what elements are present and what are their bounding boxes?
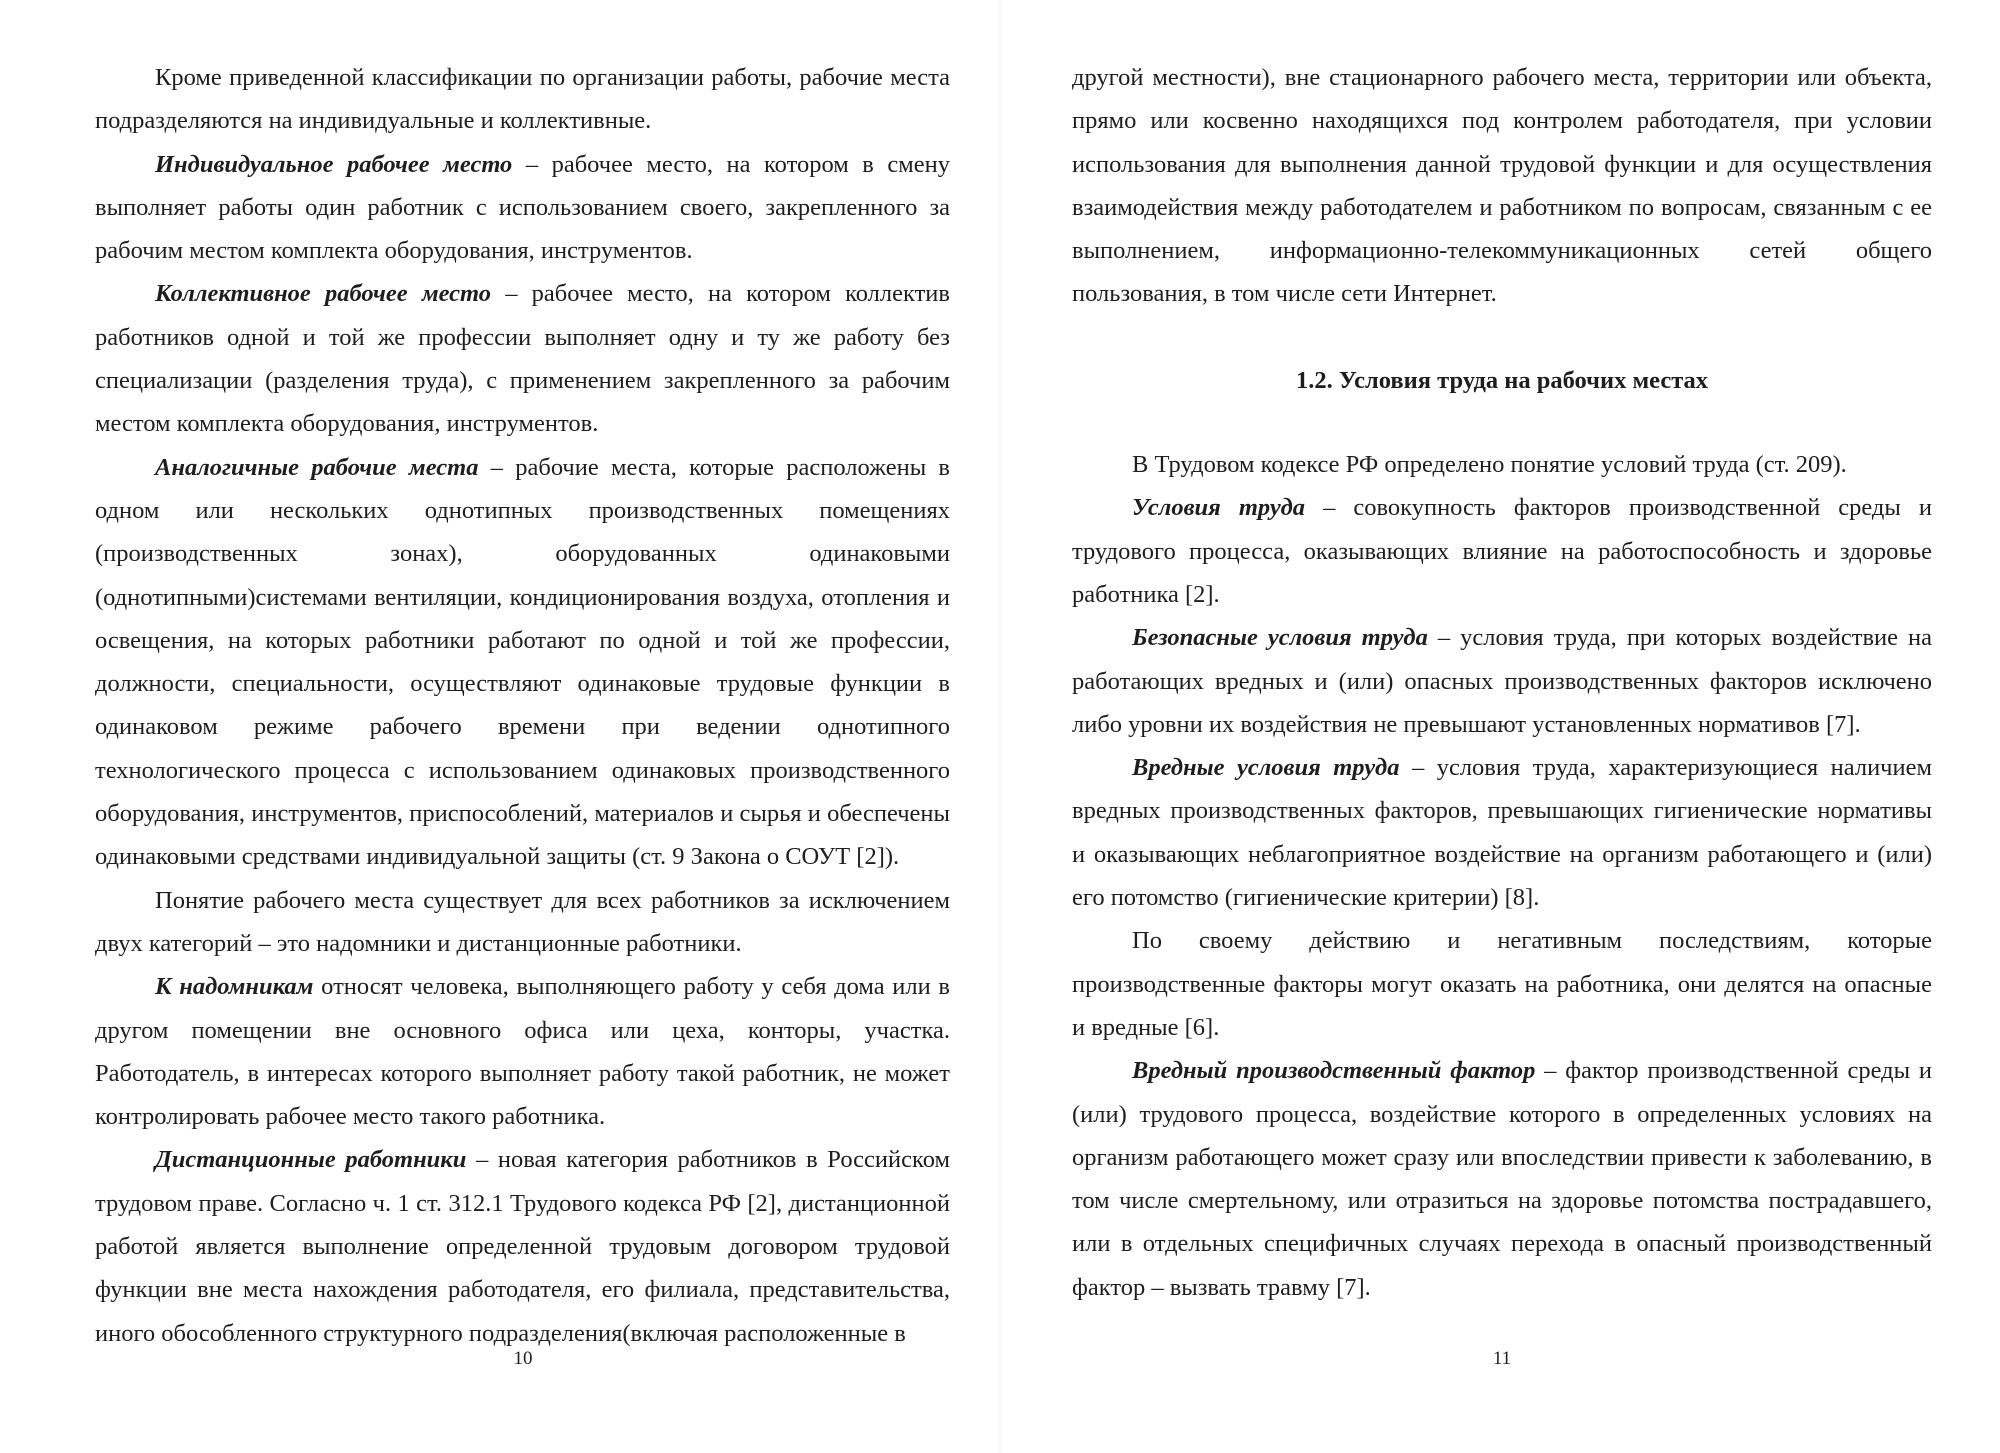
- paragraph-text: – рабочее место, на котором в смену выполняет работы один работник с использованием своего, закрепленного за рабочим местом комплекта оборудования, инструментов.: [95, 150, 950, 265]
- paragraph-factor-types: [1072, 919, 1932, 1049]
- paragraph-text: – фактор производственной среды и (или) трудового процесса, воздействие которого в определенных условиях на организм работающего может сразу или впоследствии привести к заболеванию, в том числе смертельному, или отразиться на здоровье потомства пострадавшего, или в отдельных специфичных случаях перехода в опасный производственный фактор – вызвать травму [7].: [1072, 1057, 1933, 1301]
- paragraph-text: другой местности), вне стационарного рабочего места, территории или объекта, прямо или косвенно находящихся под контролем работодателя, при условии использования для выполнения данной трудовой функции и для осуществления взаимодействия между работодателем и работником по вопросам, связанным с ее выполнением, информационно-телекоммуникационных сетей общего пользования, в том числе сети Интернет.: [1072, 64, 1932, 308]
- paragraph-text: Кроме приведенной классификации по организации работы, рабочие места подразделяются на индивидуальные и коллективные.: [95, 64, 950, 135]
- paragraph-text: – условия труда, при которых воздействие на работающих вредных и (или) опасных производственных факторов исключено либо уровни их воздействия не превышают установленных нормативов [7].: [1072, 624, 1932, 738]
- paragraph-text: относят человека, выполняющего работу у себя дома или в другом помещении вне основного офиса или цеха, конторы, участка. Работодатель, в интересах которого выполняет работу такой работник, не может контролировать рабочее место такого работника.: [95, 973, 950, 1131]
- right-page-text: [1072, 56, 1932, 1309]
- term-harmful-factor: Вредный производственный фактор: [1132, 1057, 1536, 1085]
- section-heading: 1.2. Условия труда на рабочих местах: [1295, 366, 1709, 394]
- paragraph-text: Понятие рабочего места существует для всех работников за исключением двух категорий – это надомники и дистанционные работники.: [95, 886, 950, 957]
- term-analogous-workplaces: Аналогичные рабочие места: [155, 453, 479, 481]
- paragraph-text: – условия труда, характеризующиеся наличием вредных производственных факторов, превышающих гигиенические нормативы и оказывающих неблагоприятное воздействие на организм работающего и (или) его потомство (гигиенические критерии) [8].: [1072, 754, 1932, 912]
- paragraph-safe-conditions: [1072, 616, 1932, 746]
- paragraph-analogous-workplaces: [95, 446, 950, 879]
- page-number-left: 10: [513, 1348, 533, 1369]
- paragraph-home-workers: [95, 965, 950, 1138]
- term-individual-workplace: Индивидуальное рабочее место: [155, 150, 513, 178]
- term-harmful-conditions: Вредные условия труда: [1132, 754, 1400, 782]
- paragraph-text: – рабочие места, которые расположены в одном или нескольких однотипных производственных помещениях (производственных зонах), оборудованных одинаковыми (однотипными)системами вентиляции, кондиционирования воздуха, отопления и освещения, на которых работники работают по одной и той же профессии, должности, специальности, осуществляют одинаковые трудовые функции в одинаковом режиме рабочего времени при ведении однотипного технологического процесса с использованием одинаковых производственного оборудования, инструментов, приспособлений, материалов и сырья и обеспечены одинаковыми средствами индивидуальной защиты (ст. 9 Закона о СОУТ [2]).: [95, 453, 950, 871]
- paragraph-text: В Трудовом кодексе РФ определено понятие условий труда (ст. 209).: [1132, 451, 1847, 479]
- term-home-workers: К надомникам: [155, 973, 314, 1001]
- paragraph-remote-workers: [95, 1138, 950, 1354]
- paragraph-harmful-factor: [1072, 1049, 1932, 1309]
- paragraph-collective-workplace: [95, 272, 950, 445]
- paragraph-text: – рабочее место, на котором коллектив работников одной и той же профессии выполняет одну и ту же работу без специализации (разделения труда), с применением закрепленного за рабочим местом комплекта оборудования, инструментов.: [95, 280, 950, 438]
- term-safe-conditions: Безопасные условия труда: [1132, 624, 1428, 652]
- paragraph-classification-intro: [95, 56, 950, 143]
- left-page-text: [95, 56, 950, 1355]
- paragraph-text: – совокупность факторов производственной среды и трудового процесса, оказывающих влияние на работоспособность и здоровье работника [2].: [1072, 494, 1932, 608]
- paragraph-text: – новая категория работников в Российском трудовом праве. Согласно ч. 1 ст. 312.1 Трудового кодекса РФ [2], дистанционной работой является выполнение определенной трудовым договором трудовой функции вне места нахождения работодателя, его филиала, представительства, иного обособленного структурного подразделения(включая расположенные в: [95, 1146, 950, 1347]
- paragraph-harmful-conditions: [1072, 746, 1932, 919]
- term-collective-workplace: Коллективное рабочее место: [155, 280, 492, 308]
- term-working-conditions: Условия труда: [1132, 494, 1306, 522]
- paragraph-individual-workplace: [95, 143, 950, 273]
- right-page: [1000, 0, 2000, 1453]
- paragraph-workplace-concept: [95, 879, 950, 966]
- paragraph-working-conditions: [1072, 486, 1932, 616]
- paragraph-labor-code: [1072, 443, 1932, 486]
- term-remote-workers: Дистанционные работники: [155, 1146, 467, 1174]
- paragraph-continuation: [1072, 56, 1932, 316]
- page-number-right: 11: [1492, 1348, 1512, 1369]
- paragraph-text: По своему действию и негативным последствиям, которые производственные факторы могут оказать на работника, они делятся на опасные и вредные [6].: [1072, 927, 1932, 1041]
